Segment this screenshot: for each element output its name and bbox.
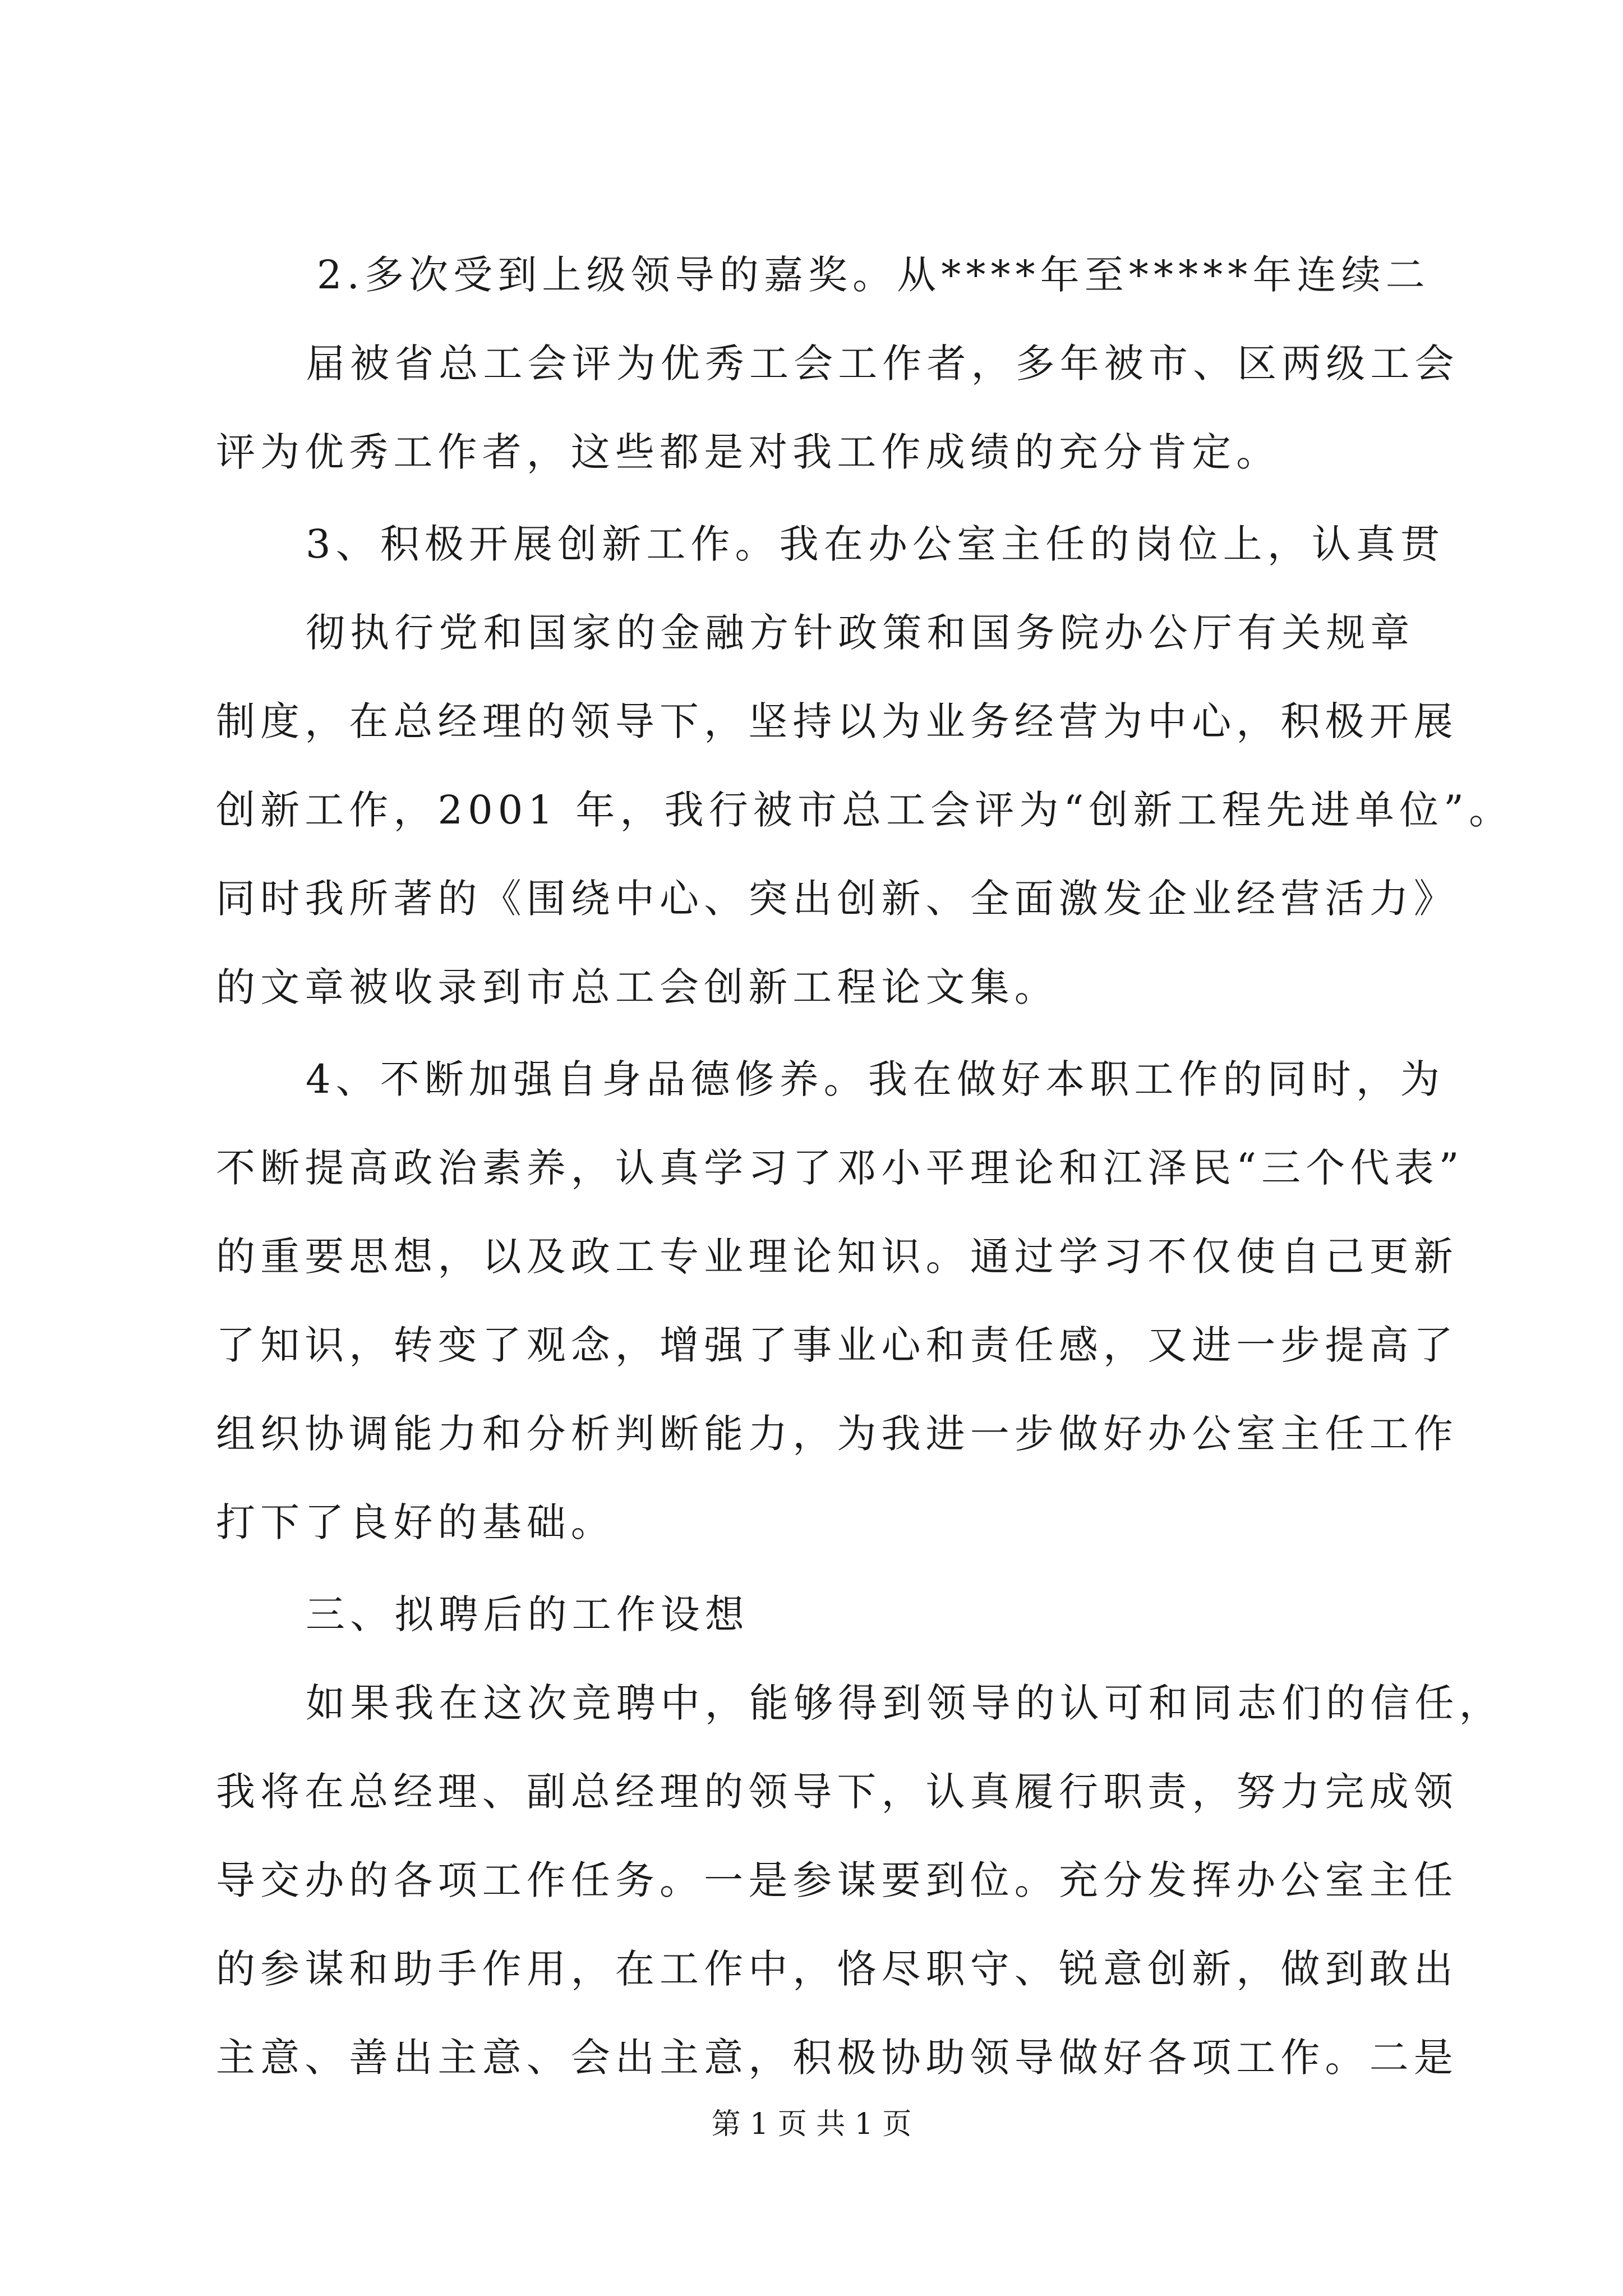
text-line-11: 不断提高政治素养，认真学习了邓小平理论和江泽民“三个代表” xyxy=(216,1145,1464,1191)
text-line-4: 3、积极开展创新工作。我在办公室主任的岗位上，认真贯 xyxy=(306,521,1445,567)
text-line-20: 的参谋和助手作用，在工作中，恪尽职守、锐意创新，做到敢出 xyxy=(216,1946,1458,1992)
text-line-5: 彻执行党和国家的金融方针政策和国务院办公厅有关规章 xyxy=(306,610,1415,656)
text-line-8: 同时我所著的《围绕中心、突出创新、全面激发企业经营活力》 xyxy=(216,876,1458,922)
text-line-9: 的文章被收录到市总工会创新工程论文集。 xyxy=(216,964,1059,1010)
text-line-7: 创新工作，2001 年，我行被市总工会评为“创新工程先进单位”。 xyxy=(216,787,1514,833)
text-line-2: 届被省总工会评为优秀工会工作者，多年被市、区两级工会 xyxy=(306,341,1459,386)
text-line-19: 导交办的各项工作任务。一是参谋要到位。充分发挥办公室主任 xyxy=(216,1857,1458,1903)
text-line-6: 制度，在总经理的领导下，坚持以为业务经营为中心，积极开展 xyxy=(216,698,1458,744)
text-line-12: 的重要思想，以及政工专业理论知识。通过学习不仅使自己更新 xyxy=(216,1234,1458,1280)
text-line-15: 打下了良好的基础。 xyxy=(216,1499,615,1545)
text-line-17: 如果我在这次竞聘中，能够得到领导的认可和同志们的信任， xyxy=(306,1680,1504,1726)
text-line-3: 评为优秀工作者，这些都是对我工作成绩的充分肯定。 xyxy=(216,429,1281,475)
text-line-13: 了知识，转变了观念，增强了事业心和责任感，又进一步提高了 xyxy=(216,1322,1458,1368)
section-heading: 三、拟聘后的工作设想 xyxy=(306,1591,749,1637)
text-line-10: 4、不断加强自身品德修养。我在做好本职工作的同时，为 xyxy=(306,1056,1445,1102)
page-footer: 第 1 页 共 1 页 xyxy=(711,2108,912,2141)
text-line-14: 组织协调能力和分析判断能力，为我进一步做好办公室主任工作 xyxy=(216,1411,1458,1457)
text-line-21: 主意、善出主意、会出主意，积极协助领导做好各项工作。二是 xyxy=(216,2035,1458,2081)
text-line-1: 2.多次受到上级领导的嘉奖。从****年至*****年连续二 xyxy=(317,252,1430,298)
text-line-18: 我将在总经理、副总经理的领导下，认真履行职责，努力完成领 xyxy=(216,1769,1458,1815)
